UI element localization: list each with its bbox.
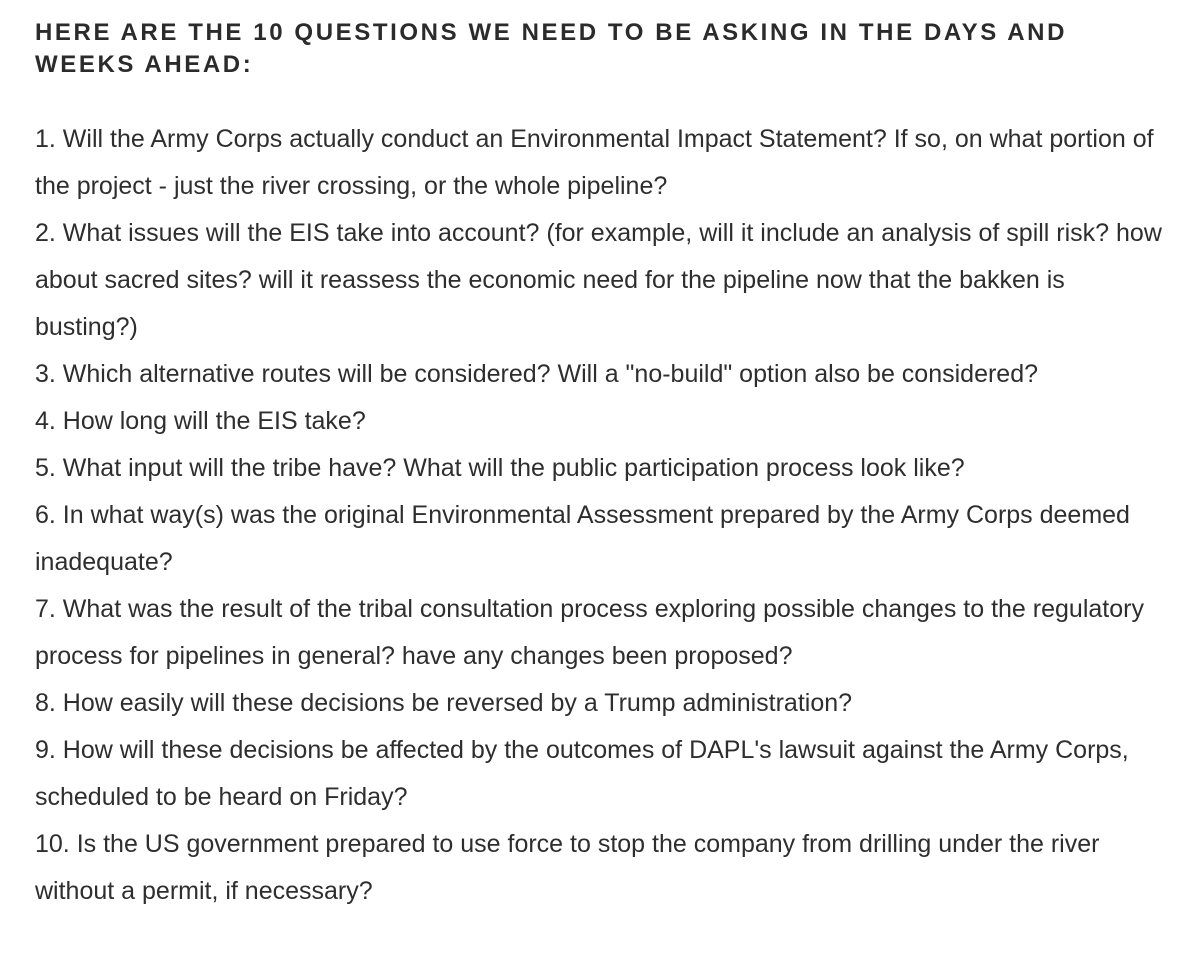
question-item-8: 8. How easily will these decisions be reversed by a Trump administration? bbox=[35, 689, 853, 717]
article bbox=[35, 0, 1170, 915]
question-item-3: 3. Which alternative routes will be considered? Will a "no-build" option also be considered? bbox=[35, 360, 1039, 388]
question-item-2: 2. What issues will the EIS take into account? (for example, will it include an analysis of spill risk? how about sacred sites? will it reassess the economic need for the pipeline now that the bakken is busting?) bbox=[35, 219, 1162, 341]
question-item-1: 1. Will the Army Corps actually conduct an Environmental Impact Statement? If so, on what portion of the project - just the river crossing, or the whole pipeline? bbox=[35, 125, 1154, 200]
section-heading: HERE ARE THE 10 QUESTIONS WE NEED TO BE ASKING IN THE DAYS AND WEEKS AHEAD: bbox=[35, 19, 1067, 78]
question-item-10: 10. Is the US government prepared to use force to stop the company from drilling under the river without a permit, if necessary? bbox=[35, 830, 1100, 905]
question-item-7: 7. What was the result of the tribal consultation process exploring possible changes to the regulatory process for pipelines in general? have any changes been proposed? bbox=[35, 595, 1144, 670]
question-item-5: 5. What input will the tribe have? What will the public participation process look like? bbox=[35, 454, 965, 482]
question-item-4: 4. How long will the EIS take? bbox=[35, 407, 366, 435]
questions-list bbox=[35, 116, 1170, 915]
question-item-9: 9. How will these decisions be affected by the outcomes of DAPL's lawsuit against the Army Corps, scheduled to be heard on Friday? bbox=[35, 736, 1129, 811]
question-item-6: 6. In what way(s) was the original Environmental Assessment prepared by the Army Corps deemed inadequate? bbox=[35, 501, 1130, 576]
